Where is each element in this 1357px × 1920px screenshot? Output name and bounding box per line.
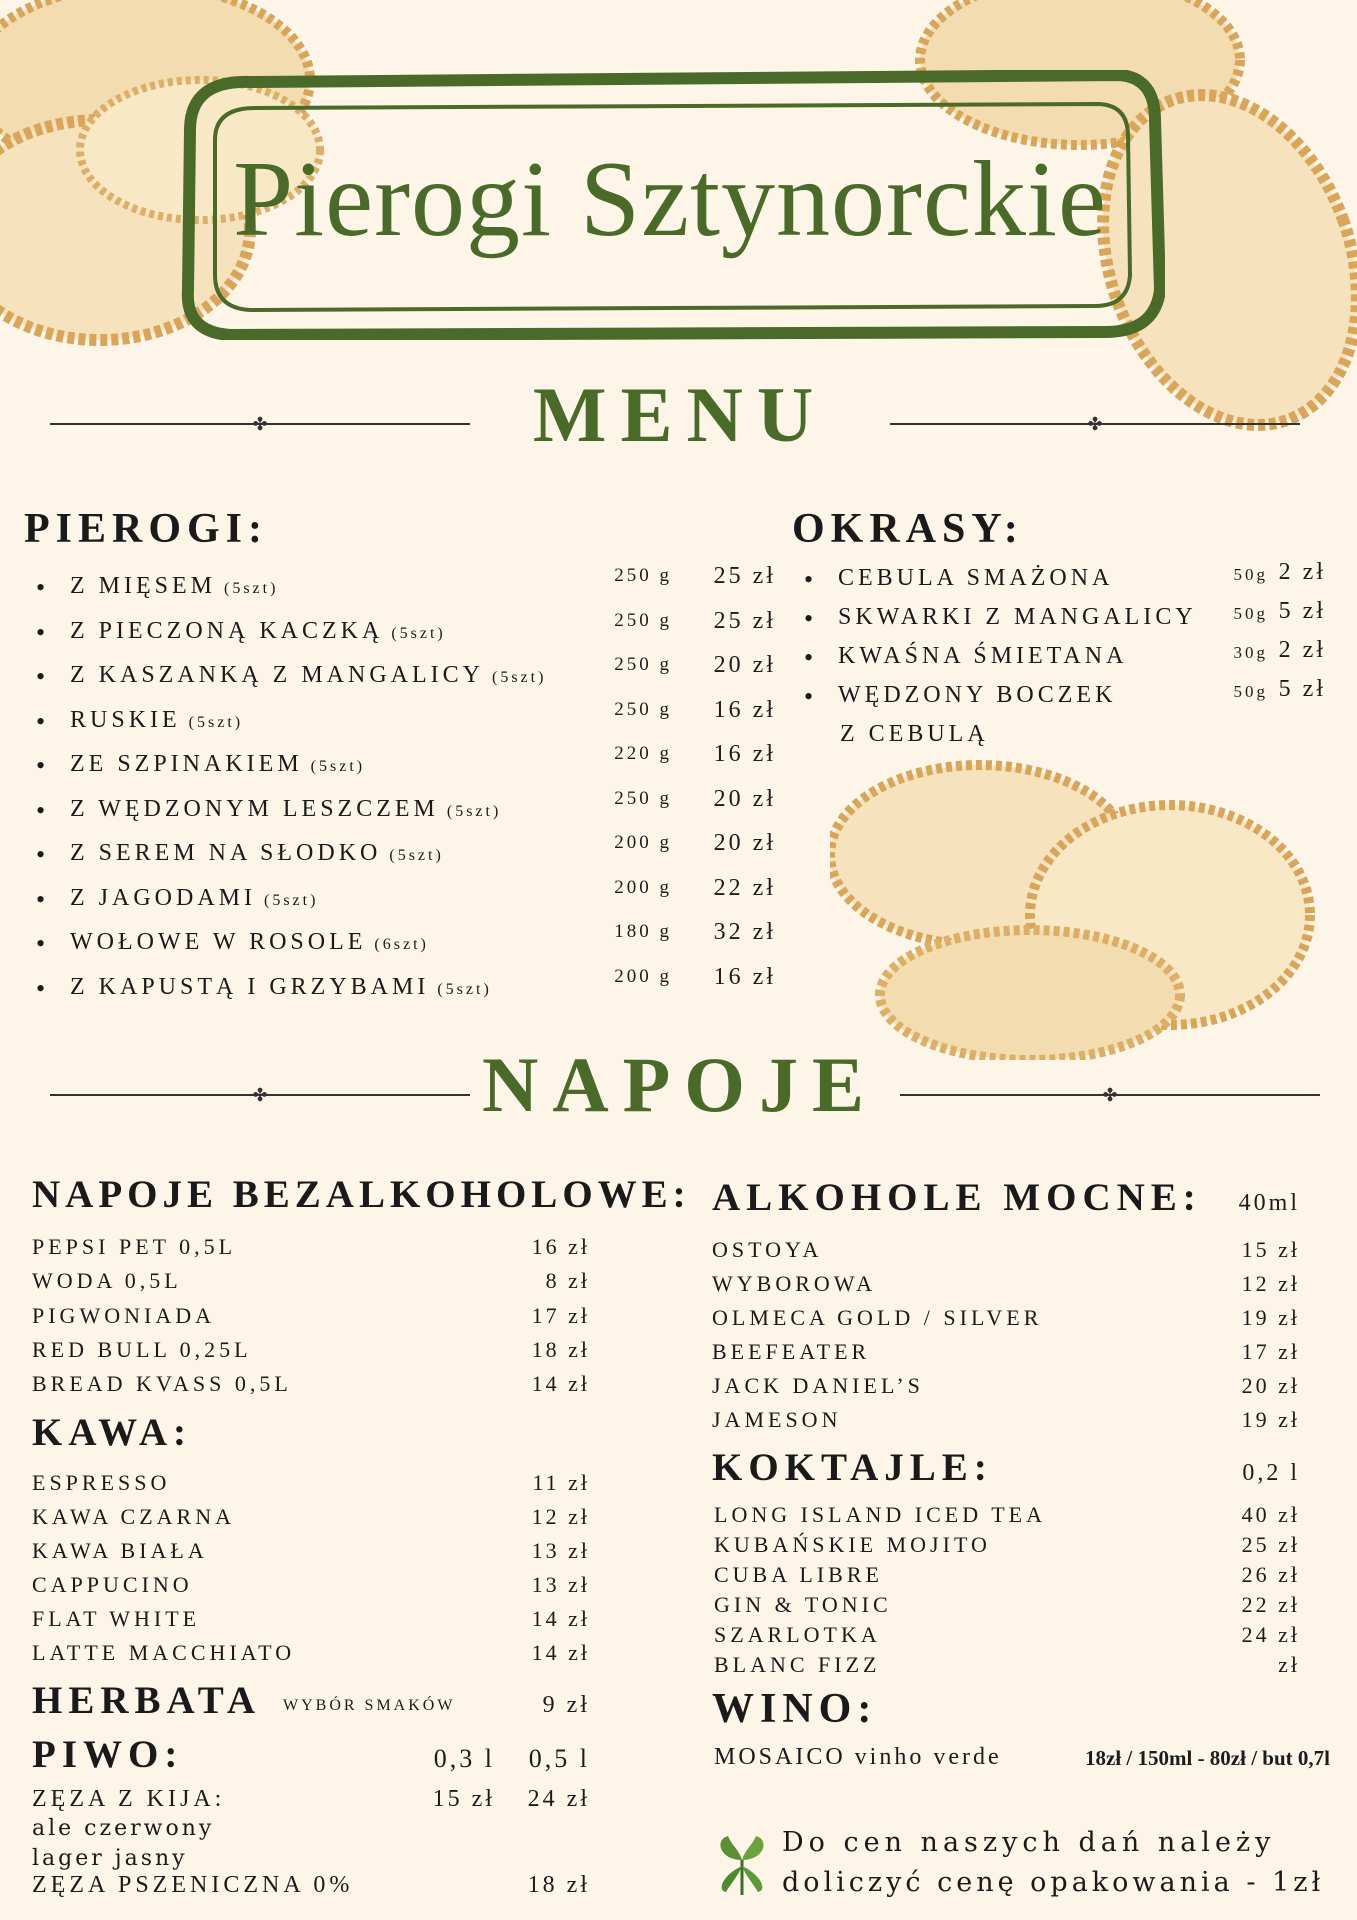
mocne-item-name: WYBOROWA	[712, 1271, 876, 1296]
okrasy-item-name: KWAŚNA ŚMIETANA	[838, 643, 1128, 669]
divider-right-menu	[890, 414, 1300, 434]
pierogi-item-weight: 220 g	[614, 743, 672, 764]
kawa-item-price: 13 zł	[531, 1572, 590, 1597]
koktajle-item-price: 25 zł	[1241, 1532, 1300, 1557]
svg-text:✤: ✤	[1087, 414, 1103, 434]
piwo-item2-name: ZĘZA PSZENICZNA 0%	[32, 1872, 354, 1898]
kawa-item-price: 14 zł	[531, 1640, 590, 1665]
mocne-item-price: 17 zł	[1241, 1339, 1300, 1364]
okrasy-item-name-line2: Z CEBULĄ	[840, 721, 989, 747]
mocne-heading: ALKOHOLE MOCNE:	[712, 1176, 1202, 1219]
pierogi-item-weight: 250 g	[614, 698, 672, 720]
pierogi-item-weight: 250 g	[614, 654, 672, 675]
piwo-item1-sub1: ale czerwony	[32, 1816, 215, 1841]
koktajle-item-name: BLANC FIZZ	[714, 1652, 881, 1677]
okrasy-item-name: SKWARKI Z MANGALICY	[838, 604, 1197, 630]
mocne-item-price: 19 zł	[1241, 1305, 1300, 1330]
wino-name: MOSAICO vinho verde	[714, 1744, 1002, 1770]
koktajle-unit: 0,2 l	[1242, 1460, 1300, 1486]
kawa-item-name: KAWA CZARNA	[32, 1504, 235, 1529]
okrasy-item	[838, 682, 1116, 712]
koktajle-item-price: 26 zł	[1241, 1562, 1300, 1587]
pierogi-item	[70, 751, 365, 781]
kawa-heading: KAWA:	[32, 1411, 193, 1454]
pierogi-item-name: RUSKIE	[70, 706, 181, 733]
pierogi-item-price: 22 zł	[713, 874, 776, 901]
kawa-item-price: 11 zł	[532, 1470, 590, 1495]
bezalkoholowe-item-price: 17 zł	[531, 1302, 590, 1328]
pierogi-item-qty: (5szt)	[264, 891, 319, 909]
pierogi-item-weight: 200 g	[614, 832, 672, 853]
bezalkoholowe-item-name: PIGWONIADA	[32, 1302, 215, 1328]
mocne-item-name: BEEFEATER	[712, 1339, 871, 1364]
koktajle-item-name: CUBA LIBRE	[714, 1562, 883, 1587]
pierogi-item	[70, 618, 446, 648]
kawa-item-name: CAPPUCINO	[32, 1572, 193, 1597]
mocne-item-price: 15 zł	[1241, 1237, 1300, 1262]
svg-text:✤: ✤	[252, 414, 268, 434]
bezalkoholowe-item-price: 14 zł	[531, 1371, 590, 1397]
koktajle-item-price: zł	[1278, 1652, 1300, 1677]
pierogi-item-weight: 180 g	[614, 921, 672, 942]
mocne-unit: 40ml	[1238, 1190, 1300, 1216]
piwo-item1-price1: 15 zł	[432, 1786, 495, 1812]
okrasy-item-price: 5 zł	[1278, 676, 1326, 702]
pierogi-item-qty: (5szt)	[389, 847, 444, 864]
pierogi-item-name: Z KAPUSTĄ I GRZYBAMI	[70, 973, 430, 1000]
pierogi-item-name: Z MIĘSEM	[70, 573, 216, 599]
pierogi-item-qty: (6szt)	[374, 936, 429, 953]
svg-text:✤: ✤	[1102, 1085, 1118, 1105]
koktajle-item-name: KUBAŃSKIE MOJITO	[714, 1532, 991, 1557]
bezalkoholowe-item-name: BREAD KVASS 0,5L	[32, 1371, 292, 1397]
pierogi-item-price: 16 zł	[713, 741, 776, 767]
pierogi-item	[70, 974, 492, 1004]
okrasy-item-weight: 50g	[1233, 565, 1268, 584]
pierogi-item-qty: (5szt)	[310, 758, 366, 775]
pierogi-item-name: Z KASZANKĄ Z MANGALICY	[70, 662, 484, 688]
pierogi-item-price: 20 zł	[713, 652, 776, 678]
piwo-item1-price2: 24 zł	[527, 1786, 590, 1812]
pierogi-item-price: 20 zł	[713, 830, 776, 856]
piwo-col2: 0,5 l	[528, 1744, 590, 1773]
okrasy-item-name: WĘDZONY BOCZEK	[838, 682, 1117, 708]
kawa-item-name: KAWA BIAŁA	[32, 1538, 208, 1563]
okrasy-item-name: CEBULA SMAŻONA	[838, 565, 1114, 591]
menu-heading: MENU	[532, 371, 828, 458]
divider-left-napoje	[50, 1085, 470, 1105]
svg-text:✤: ✤	[252, 1085, 268, 1105]
kawa-item-name: LATTE MACCHIATO	[32, 1640, 296, 1665]
pierogi-item-weight: 250 g	[614, 609, 672, 631]
pierogi-heading: PIEROGI:	[24, 506, 269, 552]
parsley-leaf-icon	[710, 1830, 774, 1900]
koktajle-heading: KOKTAJLE:	[712, 1446, 993, 1489]
pierogi-item-price: 16 zł	[713, 696, 776, 723]
kawa-item-name: ESPRESSO	[32, 1470, 171, 1495]
piwo-heading: PIWO:	[32, 1733, 184, 1776]
piwo-item1-name: ZĘZA Z KIJA:	[32, 1786, 226, 1812]
koktajle-item-price: 40 zł	[1241, 1502, 1300, 1527]
herbata-price: 9 zł	[542, 1692, 590, 1718]
pierogi-item	[70, 573, 278, 603]
divider-right-napoje	[900, 1085, 1320, 1105]
pierogi-item-price: 25 zł	[713, 563, 776, 589]
pierogi-item-weight: 250 g	[614, 565, 672, 586]
okrasy-item-weight: 50g	[1233, 682, 1268, 701]
mocne-item-price: 20 zł	[1241, 1373, 1300, 1398]
bezalkoholowe-item-price: 18 zł	[531, 1336, 590, 1362]
okrasy-item-price: 2 zł	[1278, 559, 1326, 585]
bezalkoholowe-item-price: 16 zł	[531, 1234, 590, 1259]
piwo-item1-sub2: lager jasny	[32, 1846, 188, 1871]
kawa-item-price: 13 zł	[531, 1538, 590, 1563]
okrasy-item-price: 2 zł	[1278, 637, 1326, 663]
pierogi-item-name: WOŁOWE W ROSOLE	[70, 929, 367, 955]
bezalkoholowe-item-name: PEPSI PET 0,5L	[32, 1234, 237, 1259]
pierogi-item-weight: 200 g	[614, 965, 672, 987]
pierogi-item-qty: (5szt)	[446, 802, 502, 820]
pierogi-item-qty: (5szt)	[437, 980, 492, 998]
okrasy-item-weight: 50g	[1233, 604, 1268, 623]
pierogi-item-name: Z JAGODAMI	[70, 884, 256, 911]
pierogi-item-price: 25 zł	[713, 607, 776, 634]
okrasy-item	[838, 565, 1113, 595]
piwo-col1: 0,3 l	[433, 1744, 495, 1773]
koktajle-item-name: SZARLOTKA	[714, 1622, 881, 1647]
kawa-item-name: FLAT WHITE	[32, 1606, 201, 1631]
pierogi-item	[70, 885, 318, 915]
mocne-item-name: JAMESON	[712, 1407, 842, 1432]
pierogi-item-name: Z SEREM NA SŁODKO	[70, 840, 382, 866]
koktajle-item-price: 22 zł	[1241, 1592, 1300, 1617]
bezalkoholowe-item-name: WODA 0,5L	[32, 1268, 182, 1294]
piwo-item2-price: 18 zł	[527, 1872, 590, 1898]
pierogi-item	[70, 707, 243, 737]
pierogi-item-qty: (5szt)	[491, 669, 547, 686]
pierogi-illustration-middle-right	[830, 755, 1320, 1060]
kawa-item-price: 14 zł	[531, 1606, 590, 1631]
okrasy-item	[838, 643, 1127, 673]
pierogi-item-name: ZE SZPINAKIEM	[70, 751, 303, 777]
napoje-heading: NAPOJE	[482, 1041, 878, 1128]
bezalkoholowe-heading: NAPOJE BEZALKOHOLOWE:	[32, 1173, 691, 1216]
pierogi-item-name: Z PIECZONĄ KACZKĄ	[70, 617, 384, 644]
pierogi-item-qty: (5szt)	[188, 713, 244, 731]
note-line2: doliczyć cenę opakowania - 1zł	[782, 1867, 1325, 1898]
mocne-item-price: 12 zł	[1241, 1271, 1300, 1296]
mocne-item-price: 19 zł	[1241, 1407, 1300, 1432]
pierogi-item	[70, 840, 444, 870]
pierogi-item-price: 16 zł	[713, 963, 776, 990]
bezalkoholowe-item-price: 8 zł	[545, 1268, 590, 1294]
herbata-sub: WYBÓR SMAKÓW	[283, 1697, 456, 1714]
mocne-item-name: JACK DANIEL’S	[712, 1373, 924, 1398]
okrasy-item-price: 5 zł	[1278, 598, 1326, 624]
pierogi-item	[70, 662, 546, 692]
pierogi-item	[70, 796, 501, 826]
okrasy-heading: OKRASY:	[792, 506, 1024, 552]
pierogi-item-name: Z WĘDZONYM LESZCZEM	[70, 795, 439, 822]
bezalkoholowe-item-name: RED BULL 0,25L	[32, 1336, 252, 1362]
pierogi-item-qty: (5szt)	[224, 580, 279, 597]
kawa-item-price: 12 zł	[531, 1504, 590, 1529]
koktajle-item-name: GIN & TONIC	[714, 1592, 892, 1617]
restaurant-title: Pierogi Sztynorckie	[233, 140, 1107, 259]
wino-price: 18zł / 150ml - 80zł / but 0,7l	[1085, 1746, 1330, 1770]
pierogi-item	[70, 929, 429, 959]
pierogi-item-qty: (5szt)	[391, 624, 446, 642]
pierogi-item-price: 32 zł	[713, 919, 776, 945]
pierogi-item-weight: 200 g	[614, 876, 672, 898]
koktajle-item-name: LONG ISLAND ICED TEA	[714, 1502, 1046, 1527]
koktajle-item-price: 24 zł	[1241, 1622, 1300, 1647]
pierogi-item-weight: 250 g	[614, 787, 672, 809]
herbata-heading: HERBATA	[32, 1679, 262, 1722]
mocne-item-name: OLMECA GOLD / SILVER	[712, 1305, 1043, 1330]
divider-left-menu	[50, 414, 470, 434]
wino-heading: WINO:	[712, 1686, 878, 1732]
note-line1: Do cen naszych dań należy	[782, 1827, 1276, 1858]
pierogi-item-price: 20 zł	[713, 785, 776, 812]
mocne-item-name: OSTOYA	[712, 1237, 823, 1262]
okrasy-item	[838, 604, 1197, 634]
okrasy-item-weight: 30g	[1233, 643, 1268, 662]
